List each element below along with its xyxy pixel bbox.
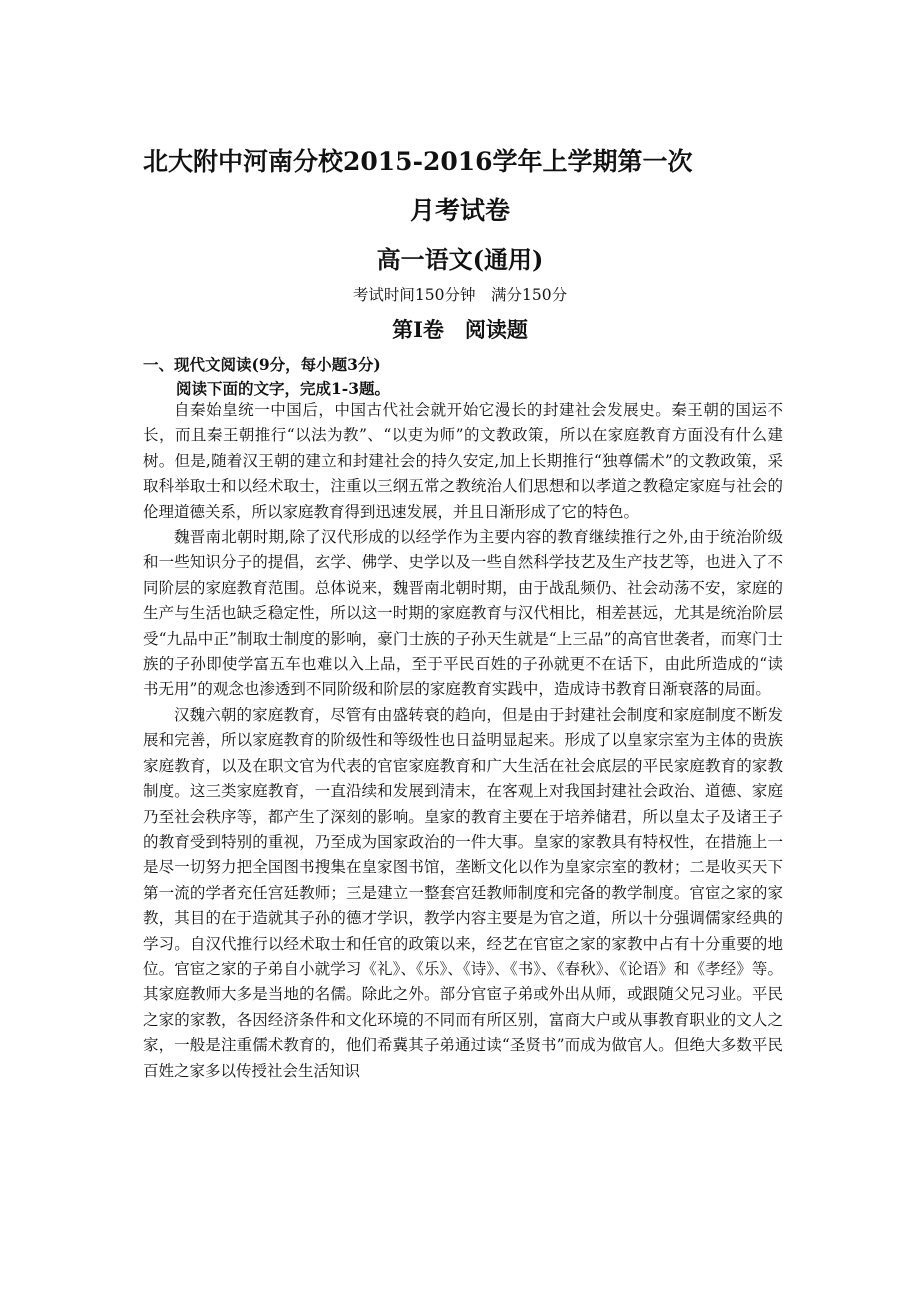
exam-title-continued: 月考试卷 [409, 196, 510, 225]
exam-title: 北大附中河南分校2015-2016学年上学期第一次 [143, 147, 693, 176]
passage-paragraph: 魏晋南北朝时期,除了汉代形成的以经学作为主要内容的教育继续推行之外,由于统治阶级和一些知识分子的提倡，玄学、佛学、史学以及一些自然科学技艺及生产技艺等，也进入了不同阶层的家庭教育范围。总体说来，魏晋南北朝时期，由于战乱频仍、社会动荡不安，家庭的生产与生活也缺乏稳定性，所以这一时期的家庭教育与汉代相比，相差甚远，尤其是统治阶层受“九品中正”制取士制度的影响，豪门士族的子孙天生就是“上三品”的高官世袭者，而寒门士族的子孙即使学富五车也难以入上品，至于平民百姓的子孙就更不在话下，由此所造成的“读书无用”的观念也渗透到不同阶级和阶层的家庭教育实践中，造成诗书教育日渐衰落的局面。 [143, 528, 783, 699]
section-heading: 一、现代文阅读(9分，每小题3分) [143, 355, 381, 374]
passage-paragraph: 汉魏六朝的家庭教育，尽管有由盛转衰的趋向，但是由于封建社会制度和家庭制度不断发展和完善，所以家庭教育的阶级性和等级性也日益明显起来。形成了以皇家宗室为主体的贵族家庭教育，以及在职文官为代表的官宦家庭教育和广大生活在社会底层的平民家庭教育的家教制度。这三类家庭教育，一直沿续和发展到清末，在客观上对我国封建社会政治、道德、家庭乃至社会秩序等，都产生了深刻的影响。皇家的教育主要在于培养储君，所以皇太子及诸王子的教育受到特别的重视，乃至成为国家政治的一件大事。皇家的家教具有特权性，在措施上一是尽一切努力把全国图书搜集在皇家图书馆，垄断文化以作为皇家宗室的教材；二是收买天下第一流的学者充任宫廷教师；三是建立一整套宫廷教师制度和完备的教学制度。官宦之家的家教，其目的在于造就其子孙的德才学识，教学内容主要是为官之道，所以十分强调儒家经典的学习。自汉代推行以经术取士和任官的政策以来，经艺在官宦之家的家教中占有十分重要的地位。官宦之家的子弟自小就学习《礼》、《乐》、《诗》、《书》、《春秋》、《论语》和《孝经》等。其家庭教师大多是当地的名儒。除此之外。部分官宦子弟或外出从师，或跟随父兄习业。平民之家的家教，各因经济条件和文化环境的不同而有所区别，富商大户或从事教育职业的文人之家，一般是注重儒术教育的，他们希冀其子弟通过读“圣贤书”而成为做官人。但绝大多数平民百姓之家多以传授社会生活知识 [143, 705, 783, 1080]
passage-paragraph: 自秦始皇统一中国后，中国古代社会就开始它漫长的封建社会发展史。秦王朝的国运不长，而且秦王朝推行“以法为教”、“以吏为师”的文教政策，所以在家庭教育方面没有什么建树。但是,随着汉王朝的建立和封建社会的持久安定,加上长期推行“独尊儒术”的文教政策，采取科举取士和以经术取士，注重以三纲五常之教统治人们思想和以孝道之教稳定家庭与社会的伦理道德关系，所以家庭教育得到迅速发展，并且日渐形成了它的特色。 [143, 401, 783, 521]
exam-time-score: 考试时间150分钟 满分150分 [352, 286, 568, 304]
volume-title: 第Ⅰ卷 阅读题 [392, 317, 528, 342]
reading-instruction: 阅读下面的文字，完成1-3题。 [176, 379, 391, 398]
reading-passage [143, 398, 783, 1084]
subject-title: 高一语文(通用) [376, 245, 544, 274]
